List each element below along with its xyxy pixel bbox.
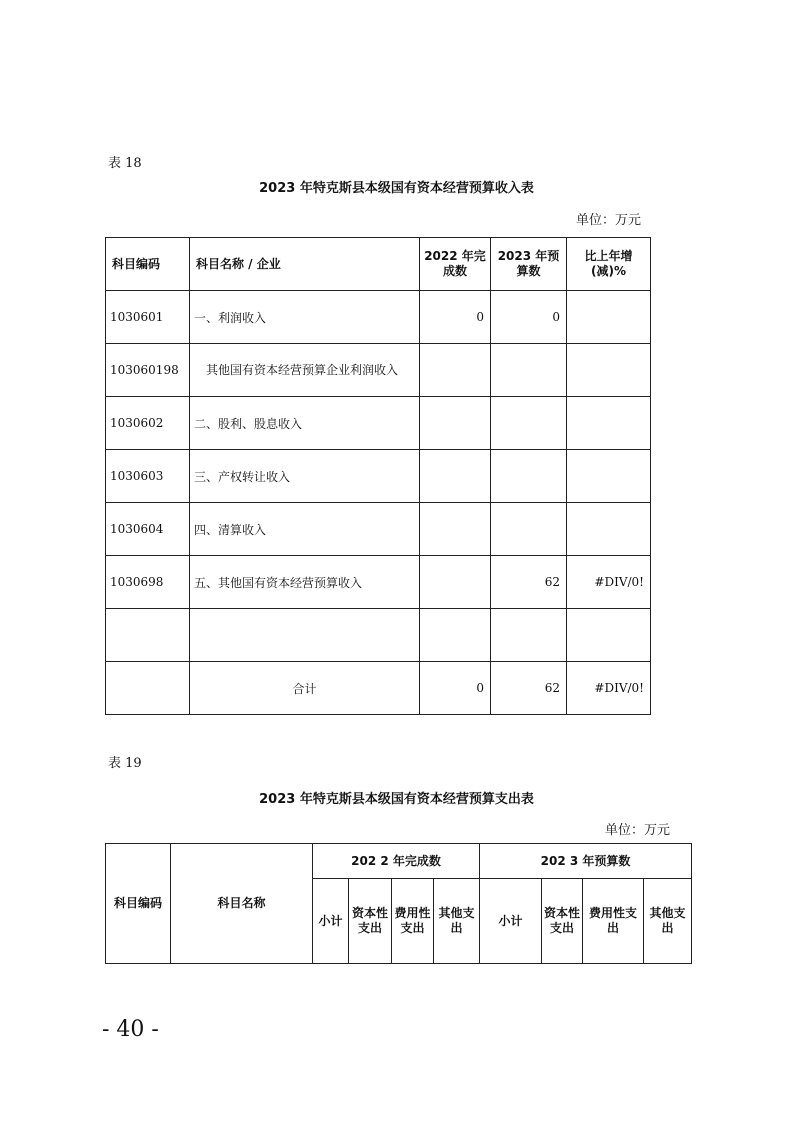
row-change — [567, 344, 651, 397]
header-sub-subtotal: 小计 — [313, 879, 349, 964]
row-done2022 — [420, 450, 491, 503]
row-change: #DIV/0! — [567, 556, 651, 609]
table19-label: 表 19 — [108, 756, 142, 771]
row-code: 1030601 — [106, 291, 190, 344]
total-code — [106, 662, 190, 715]
row-change — [567, 291, 651, 344]
row-change — [567, 609, 651, 662]
table-total-row — [106, 662, 651, 715]
row-done2022 — [420, 503, 491, 556]
header-budget2023: 2023 年预算数 — [491, 238, 567, 291]
header-name: 科目名称 — [171, 844, 313, 964]
row-code: 1030698 — [106, 556, 190, 609]
row-done2022 — [420, 344, 491, 397]
row-code: 103060198 — [106, 344, 190, 397]
header-name: 科目名称 / 企业 — [190, 238, 420, 291]
row-name: 三、产权转让收入 — [190, 450, 420, 503]
table19 — [105, 843, 692, 964]
table-row — [106, 609, 651, 662]
row-budget2023 — [491, 450, 567, 503]
header-change: 比上年增(减)% — [567, 238, 651, 291]
table18 — [105, 237, 651, 715]
row-budget2023 — [491, 609, 567, 662]
header-sub-other: 其他支出 — [434, 879, 480, 964]
header-sub-other: 其他支出 — [644, 879, 692, 964]
table-row — [106, 450, 651, 503]
row-name: 五、其他国有资本经营预算收入 — [190, 556, 420, 609]
header-sub-capital: 资本性支出 — [542, 879, 583, 964]
total-change: #DIV/0! — [567, 662, 651, 715]
table18-header-row — [106, 238, 651, 291]
header-sub-subtotal: 小计 — [480, 879, 542, 964]
row-code — [106, 609, 190, 662]
row-name: 四、清算收入 — [190, 503, 420, 556]
row-done2022: 0 — [420, 291, 491, 344]
row-change — [567, 503, 651, 556]
table18-unit: 单位：万元 — [575, 213, 641, 228]
row-change — [567, 450, 651, 503]
header-group2023: 202 3 年预算数 — [480, 844, 692, 879]
row-code: 1030603 — [106, 450, 190, 503]
table-row — [106, 291, 651, 344]
header-done2022: 2022 年完成数 — [420, 238, 491, 291]
header-sub-expense: 费用性支出 — [392, 879, 434, 964]
table19-unit: 单位：万元 — [604, 823, 670, 838]
row-budget2023 — [491, 344, 567, 397]
row-name: 一、利润收入 — [190, 291, 420, 344]
row-name — [190, 609, 420, 662]
total-label: 合计 — [190, 662, 420, 715]
row-name: 二、股利、股息收入 — [190, 397, 420, 450]
table-row — [106, 503, 651, 556]
table-row — [106, 344, 651, 397]
row-change — [567, 397, 651, 450]
total-budget2023: 62 — [491, 662, 567, 715]
row-code: 1030602 — [106, 397, 190, 450]
table19-header-row-1 — [106, 844, 692, 879]
header-group2022: 202 2 年完成数 — [313, 844, 480, 879]
table-row — [106, 556, 651, 609]
table18-label: 表 18 — [108, 156, 142, 171]
row-done2022 — [420, 609, 491, 662]
total-done2022: 0 — [420, 662, 491, 715]
header-code: 科目编码 — [106, 238, 190, 291]
row-budget2023 — [491, 397, 567, 450]
row-budget2023: 0 — [491, 291, 567, 344]
page-number: - 40 - — [102, 1017, 159, 1042]
table18-title: 2023 年特克斯县本级国有资本经营预算收入表 — [259, 181, 534, 196]
header-code: 科目编码 — [106, 844, 171, 964]
row-done2022 — [420, 556, 491, 609]
row-code: 1030604 — [106, 503, 190, 556]
row-done2022 — [420, 397, 491, 450]
row-budget2023: 62 — [491, 556, 567, 609]
row-name: 其他国有资本经营预算企业利润收入 — [190, 344, 420, 397]
row-budget2023 — [491, 503, 567, 556]
table-row — [106, 397, 651, 450]
table19-title: 2023 年特克斯县本级国有资本经营预算支出表 — [259, 792, 534, 807]
header-sub-expense: 费用性支出 — [583, 879, 644, 964]
header-sub-capital: 资本性支出 — [349, 879, 392, 964]
